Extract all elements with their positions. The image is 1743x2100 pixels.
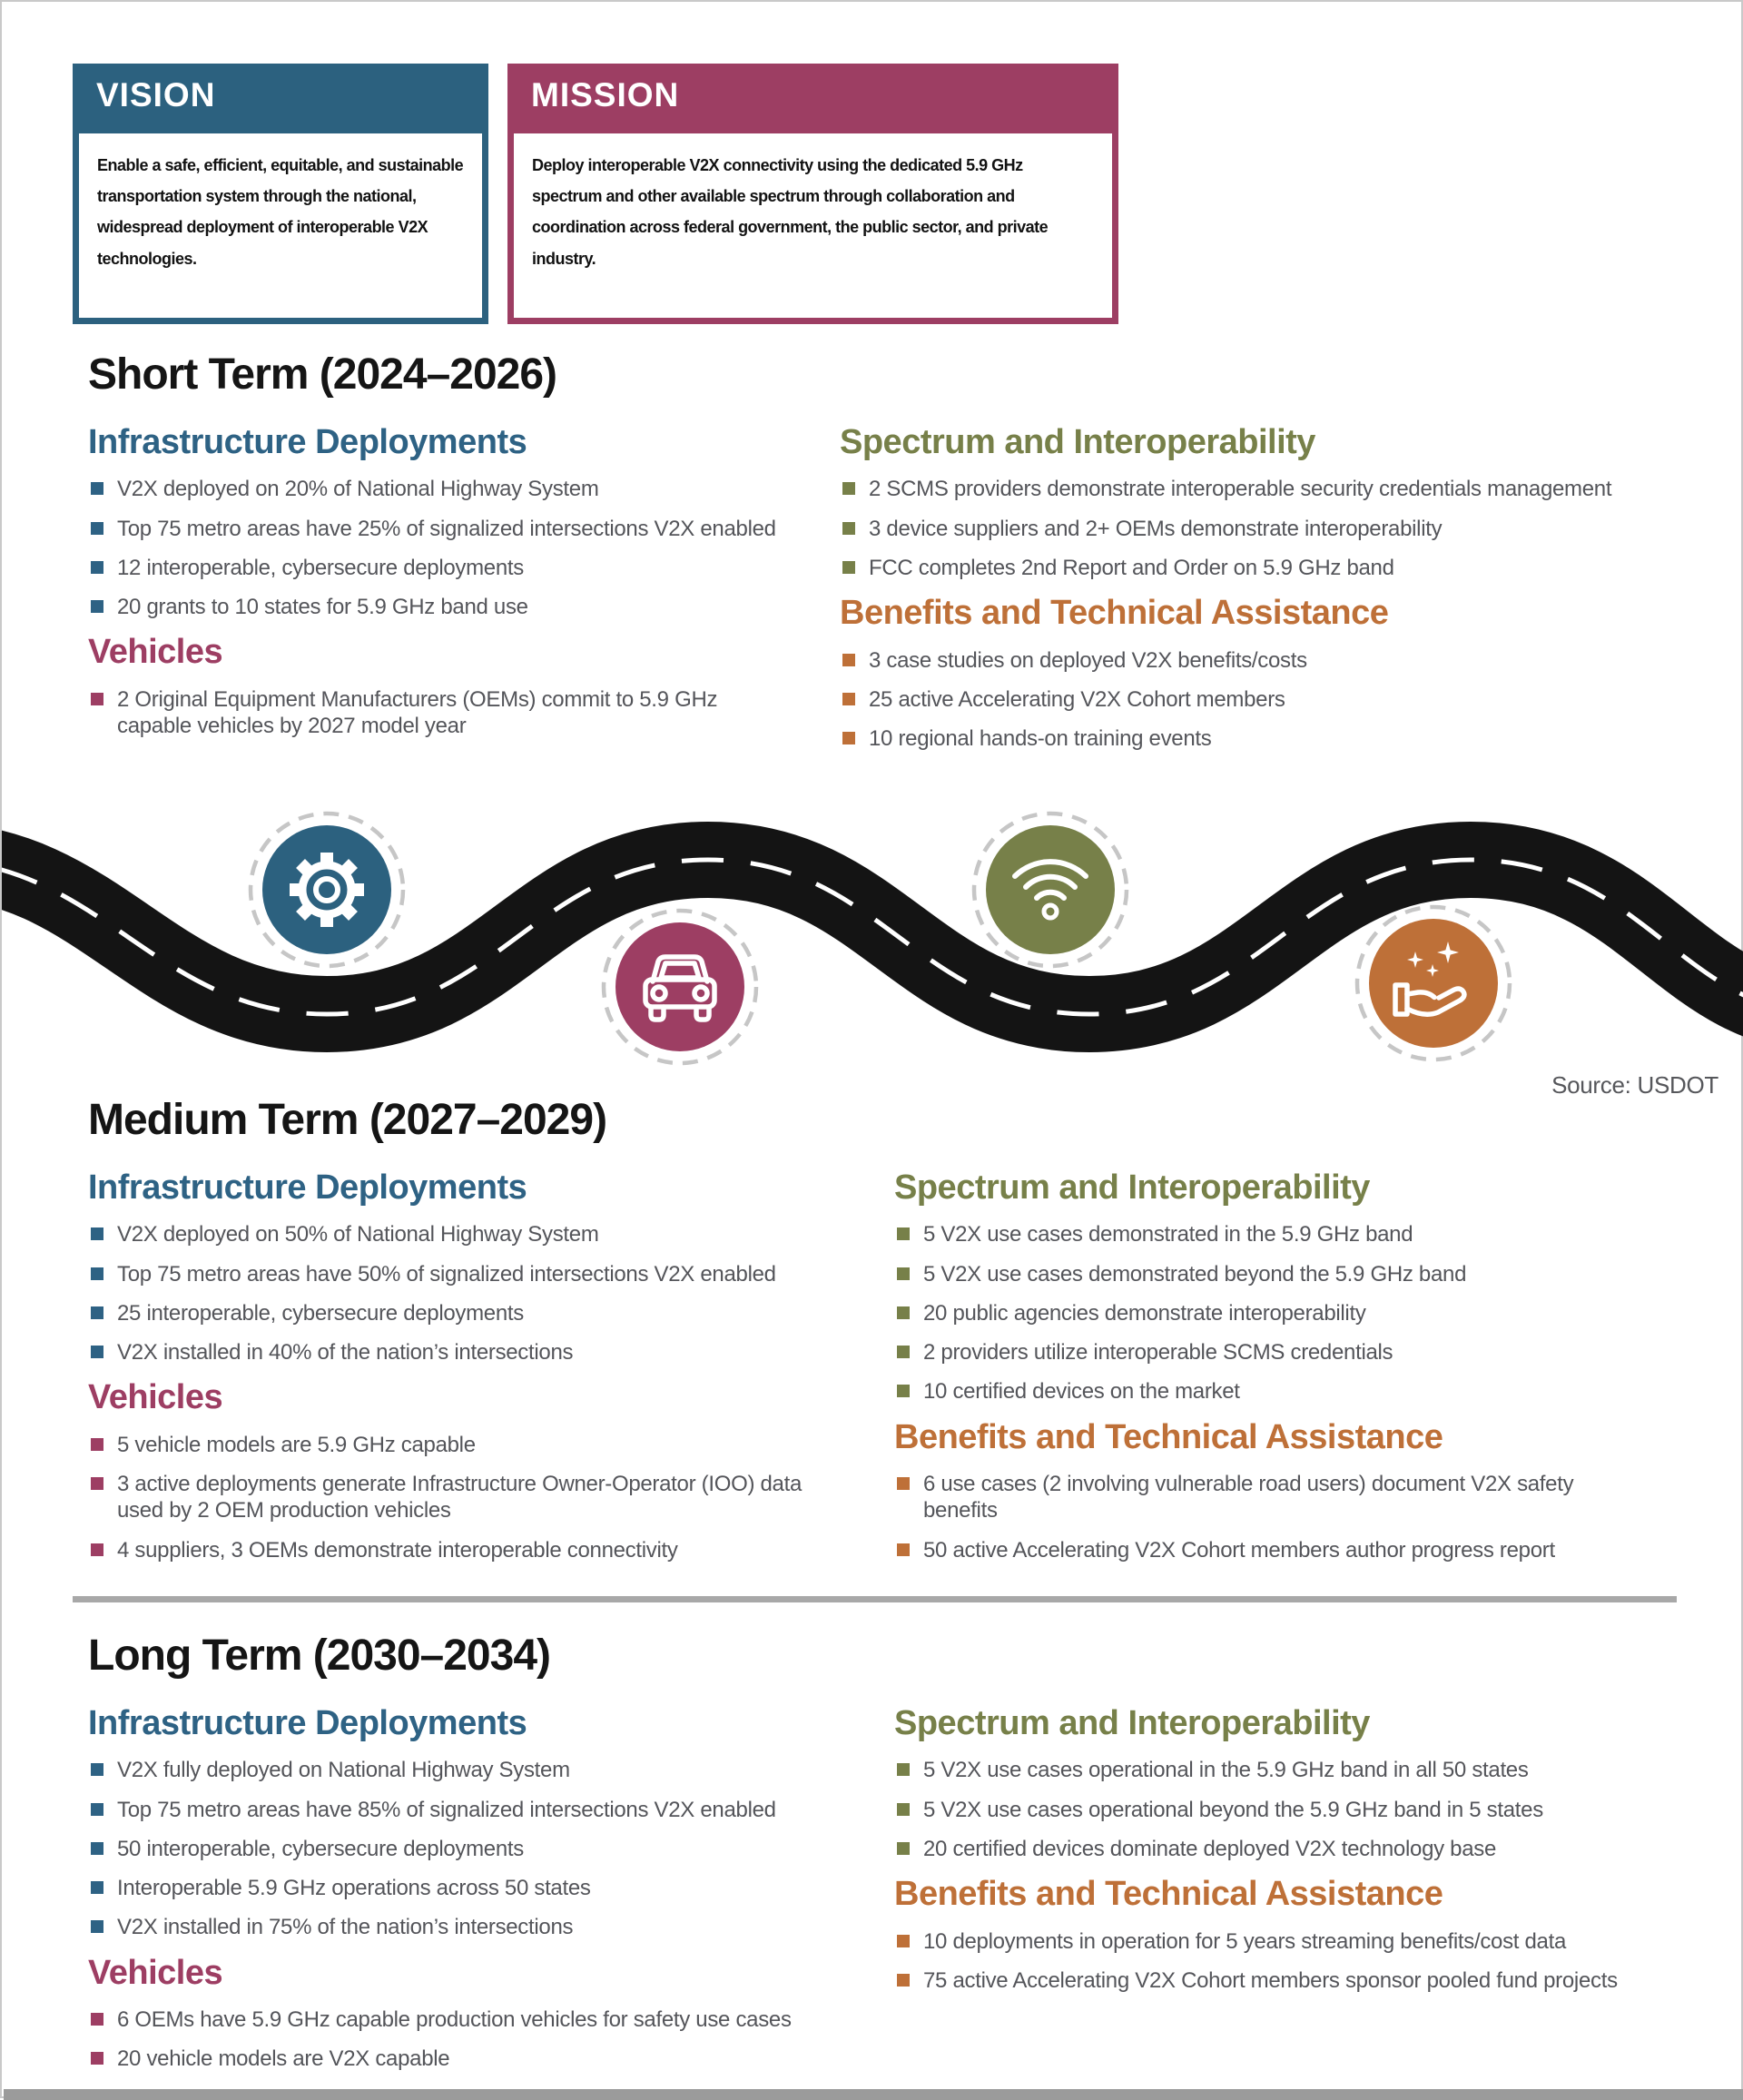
bullet-item: 10 deployments in operation for 5 years streaming benefits/cost data bbox=[894, 1928, 1618, 1955]
group-spectrum-interoperability bbox=[840, 423, 1681, 581]
bullet-item: 5 V2X use cases demonstrated beyond the 5.9 GHz band bbox=[894, 1261, 1618, 1287]
bottom-divider bbox=[4, 2089, 1743, 2100]
bullet-list bbox=[840, 647, 1681, 753]
vision-header bbox=[73, 64, 488, 127]
vision-title: VISION bbox=[96, 76, 216, 113]
mission-box bbox=[507, 64, 1118, 324]
bullet-item: 3 active deployments generate Infrastructure Owner-Operator (IOO) data used by 2 OEM production vehicles bbox=[88, 1471, 851, 1524]
group-heading: Vehicles bbox=[88, 1378, 223, 1417]
group-heading: Spectrum and Interoperability bbox=[894, 1168, 1370, 1207]
group-heading: Infrastructure Deployments bbox=[88, 422, 527, 461]
bullet-item: Interoperable 5.9 GHz operations across 50 states bbox=[88, 1875, 851, 1901]
group-spectrum-interoperability bbox=[894, 1168, 1618, 1405]
bullet-list bbox=[894, 1928, 1618, 1995]
bullet-item: 50 interoperable, cybersecure deployments bbox=[88, 1836, 851, 1862]
bullet-item: 2 SCMS providers demonstrate interoperable security credentials management bbox=[840, 476, 1681, 502]
group-heading: Spectrum and Interoperability bbox=[840, 422, 1315, 461]
group-heading: Vehicles bbox=[88, 1953, 223, 1992]
section-title: Long Term (2030–2034) bbox=[88, 1632, 550, 1680]
group-benefits-technical-assistance bbox=[894, 1418, 1618, 1563]
bullet-item: 10 certified devices on the market bbox=[894, 1378, 1618, 1405]
bullet-item: V2X fully deployed on National Highway System bbox=[88, 1757, 851, 1783]
bullet-list bbox=[894, 1471, 1618, 1563]
group-infrastructure-deployments bbox=[88, 1704, 851, 1941]
bullet-item: 12 interoperable, cybersecure deployments bbox=[88, 555, 796, 581]
mission-title: MISSION bbox=[531, 76, 680, 113]
bullet-list bbox=[88, 476, 796, 620]
road-graphic bbox=[2, 781, 1743, 1094]
bullet-list bbox=[894, 1757, 1618, 1862]
bullet-item: 50 active Accelerating V2X Cohort members author progress report bbox=[894, 1537, 1618, 1563]
bullet-item: 20 certified devices dominate deployed V2X technology base bbox=[894, 1836, 1618, 1862]
group-heading: Infrastructure Deployments bbox=[88, 1703, 527, 1742]
bullet-item: 6 use cases (2 involving vulnerable road users) document V2X safety benefits bbox=[894, 1471, 1618, 1524]
source-credit: Source: USDOT bbox=[1551, 1071, 1718, 1099]
bullet-list bbox=[88, 1432, 851, 1563]
bullet-item: 10 regional hands-on training events bbox=[840, 725, 1681, 752]
bullet-item: 25 interoperable, cybersecure deployments bbox=[88, 1300, 851, 1326]
gear-icon bbox=[251, 813, 403, 966]
group-vehicles bbox=[88, 1378, 851, 1563]
section-short-term bbox=[88, 351, 1681, 764]
bullet-item: V2X deployed on 50% of National Highway System bbox=[88, 1221, 851, 1247]
bullet-item: 20 public agencies demonstrate interoperability bbox=[894, 1300, 1618, 1326]
bullet-item: Top 75 metro areas have 50% of signalized intersections V2X enabled bbox=[88, 1261, 851, 1287]
bullet-item: V2X installed in 75% of the nation’s intersections bbox=[88, 1914, 851, 1940]
group-heading: Spectrum and Interoperability bbox=[894, 1703, 1370, 1742]
bullet-item: 5 vehicle models are 5.9 GHz capable bbox=[88, 1432, 851, 1458]
group-heading: Vehicles bbox=[88, 633, 223, 672]
group-infrastructure-deployments bbox=[88, 423, 796, 621]
group-vehicles bbox=[88, 1954, 851, 2073]
bullet-item: 20 vehicle models are V2X capable bbox=[88, 2046, 851, 2072]
bullet-item: Top 75 metro areas have 85% of signalized intersections V2X enabled bbox=[88, 1797, 851, 1823]
vision-body: Enable a safe, efficient, equitable, and sustainable transportation system through the national, widespread deployment of interoperable V2X technologies. bbox=[73, 127, 488, 324]
bullet-item: 6 OEMs have 5.9 GHz capable production vehicles for safety use cases bbox=[88, 2006, 851, 2033]
group-infrastructure-deployments bbox=[88, 1168, 851, 1366]
bullet-item: FCC completes 2nd Report and Order on 5.9 GHz band bbox=[840, 555, 1681, 581]
bullet-item: V2X deployed on 20% of National Highway System bbox=[88, 476, 796, 502]
bullet-item: 3 case studies on deployed V2X benefits/costs bbox=[840, 647, 1681, 674]
group-vehicles bbox=[88, 633, 796, 739]
bullet-item: 3 device suppliers and 2+ OEMs demonstrate interoperability bbox=[840, 516, 1681, 542]
bullet-item: 2 providers utilize interoperable SCMS credentials bbox=[894, 1339, 1618, 1365]
group-benefits-technical-assistance bbox=[840, 594, 1681, 752]
bullet-item: Top 75 metro areas have 25% of signalized intersections V2X enabled bbox=[88, 516, 796, 542]
bullet-list bbox=[88, 686, 796, 740]
giving-hand-icon bbox=[1357, 907, 1510, 1060]
car-icon bbox=[604, 911, 756, 1063]
bullet-item: 5 V2X use cases operational in the 5.9 GHz band in all 50 states bbox=[894, 1757, 1618, 1783]
bullet-item: 4 suppliers, 3 OEMs demonstrate interoperable connectivity bbox=[88, 1537, 851, 1563]
group-heading: Infrastructure Deployments bbox=[88, 1168, 527, 1207]
bullet-list bbox=[894, 1221, 1618, 1405]
vision-box bbox=[73, 64, 488, 324]
bullet-item: 5 V2X use cases demonstrated in the 5.9 GHz band bbox=[894, 1221, 1618, 1247]
bullet-item: V2X installed in 40% of the nation’s intersections bbox=[88, 1339, 851, 1365]
bullet-list bbox=[88, 1221, 851, 1365]
bullet-item: 2 Original Equipment Manufacturers (OEMs) commit to 5.9 GHz capable vehicles by 2027 model year bbox=[88, 686, 796, 740]
section-title: Short Term (2024–2026) bbox=[88, 350, 557, 399]
group-heading: Benefits and Technical Assistance bbox=[894, 1875, 1443, 1914]
group-benefits-technical-assistance bbox=[894, 1875, 1618, 1994]
mission-body: Deploy interoperable V2X connectivity using the dedicated 5.9 GHz spectrum and other available spectrum through collaboration and coordination across federal government, the public sector, and private industry. bbox=[507, 127, 1118, 324]
bullet-list bbox=[88, 2006, 851, 2073]
group-heading: Benefits and Technical Assistance bbox=[894, 1417, 1443, 1456]
section-divider bbox=[73, 1596, 1677, 1602]
bullet-list bbox=[840, 476, 1681, 581]
section-title: Medium Term (2027–2029) bbox=[88, 1096, 607, 1144]
group-heading: Benefits and Technical Assistance bbox=[840, 594, 1389, 633]
group-spectrum-interoperability bbox=[894, 1704, 1618, 1862]
section-long-term bbox=[88, 1632, 1681, 2085]
bullet-item: 20 grants to 10 states for 5.9 GHz band use bbox=[88, 594, 796, 620]
wifi-icon bbox=[974, 813, 1127, 966]
section-medium-term bbox=[88, 1097, 1681, 1576]
bullet-list bbox=[88, 1757, 851, 1940]
bullet-item: 5 V2X use cases operational beyond the 5.9 GHz band in 5 states bbox=[894, 1797, 1618, 1823]
mission-header bbox=[507, 64, 1118, 127]
bullet-item: 75 active Accelerating V2X Cohort members sponsor pooled fund projects bbox=[894, 1967, 1618, 1994]
bullet-item: 25 active Accelerating V2X Cohort members bbox=[840, 686, 1681, 713]
